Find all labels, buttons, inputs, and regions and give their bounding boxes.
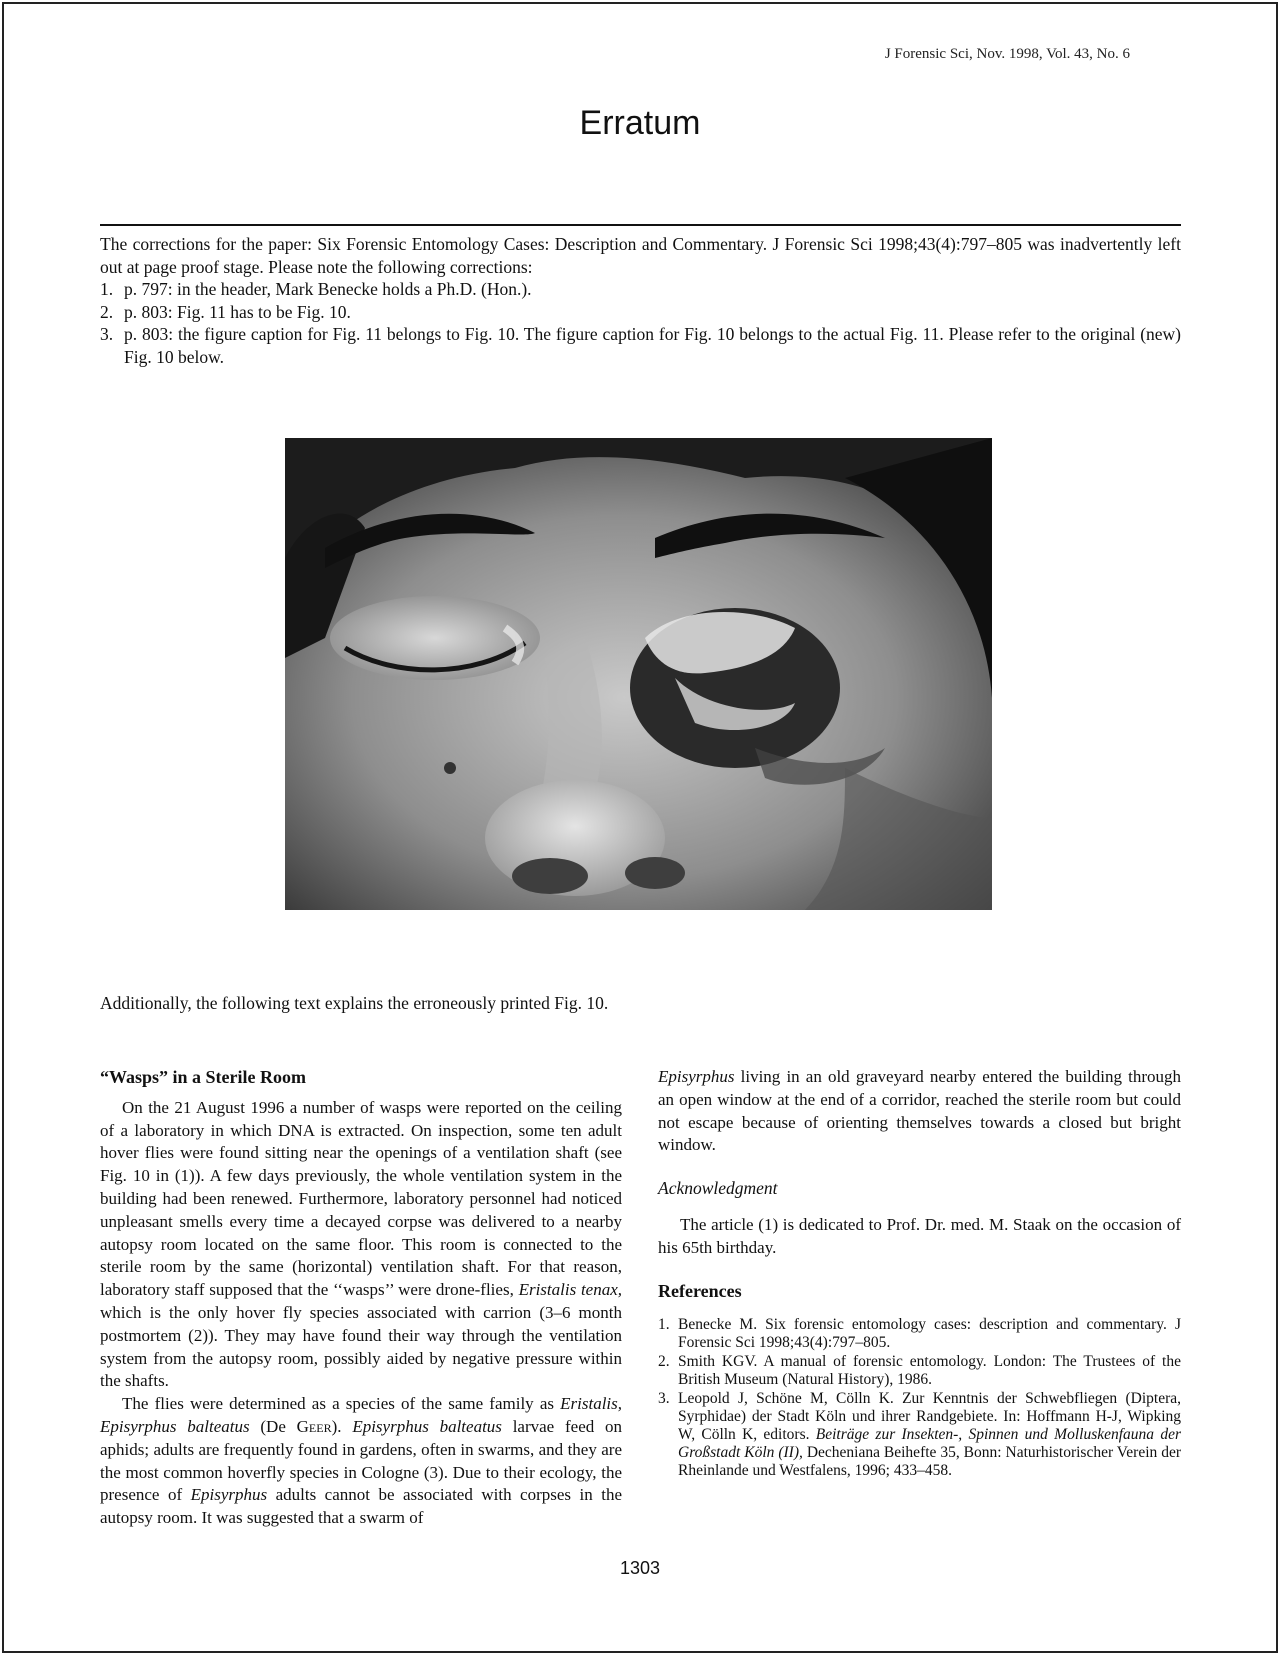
references-title: References xyxy=(658,1280,742,1301)
acknowledgment-title: Acknowledgment xyxy=(658,1178,778,1199)
reference-item xyxy=(658,1316,1181,1352)
author-close: ). xyxy=(331,1416,342,1436)
author-name: Geer xyxy=(296,1416,332,1436)
correction-text: p. 803: the figure caption for Fig. 11 belongs to Fig. 10. The figure caption for Fig. 10 belongs to the actual Fig. 11. Please refer to the original (new) Fig. 10 below. xyxy=(124,324,1181,367)
page-title: Erratum xyxy=(579,104,701,142)
figure-photo xyxy=(285,438,992,910)
genus-name-2: Episyrphus xyxy=(190,1485,268,1505)
paragraph-1 xyxy=(100,1097,622,1393)
additional-note: Additionally, the following text explains the erroneously printed Fig. 10. xyxy=(100,993,609,1013)
genus-name-3: Episyrphus xyxy=(658,1067,735,1086)
reference-text: Benecke M. Six forensic entomology cases: description and commentary. J Forensic Sci 1998;43(4):797–805. xyxy=(678,1316,1181,1352)
acknowledgment-text: The article (1) is dedicated to Prof. Dr. med. M. Staak on the occasion of his 65th birthday. xyxy=(658,1214,1181,1257)
correction-item xyxy=(100,301,1181,324)
correction-number: 2. xyxy=(100,301,114,322)
references-list xyxy=(658,1316,1181,1480)
reference-item xyxy=(658,1390,1181,1480)
reference-number: 3. xyxy=(658,1390,670,1408)
paragraph-2-mid: larvae feed on aphids; adults are frequently found in gardens, often in swarms, and they are the most common hoverfly species in Cologne (3). Due to their ecology, the presence of xyxy=(100,1416,623,1505)
correction-text: p. 797: in the header, Mark Benecke holds a Ph.D. (Hon.). xyxy=(124,279,532,299)
page-number: 1303 xyxy=(619,1558,661,1578)
reference-text-pre: Leopold J, Schöne M, Cölln K. Zur Kenntnis der Schwebfliegen (Diptera, Syrphidae) der Stadt Köln und ihrer Randgebiete. In: Hoffmann H-J, Wipking W, Cölln K, editors. xyxy=(678,1390,1181,1444)
reference-text-post: Decheniana Beihefte 35, Bonn: Naturhistorischer Verein der Rheinlande und Westfalens, 1996; 433–458. xyxy=(678,1444,1181,1480)
author-open: (De xyxy=(260,1416,286,1436)
face-photo-image xyxy=(285,438,992,910)
correction-number: 1. xyxy=(100,279,114,299)
reference-text: Smith KGV. A manual of forensic entomology. London: The Trustees of the British Museum (Natural History), 1986. xyxy=(678,1353,1181,1389)
paragraph-2 xyxy=(100,1393,622,1530)
article-column-left xyxy=(100,1066,622,1530)
paragraph-2-end: living in an old graveyard nearby entered the building through an open window at the end of a corridor, reached the sterile room but could not escape because of orienting themselves towards a closed but bright window. xyxy=(658,1067,1182,1155)
article-column-right xyxy=(658,1066,1181,1481)
intro-text: The corrections for the paper: Six Forensic Entomology Cases: Description and Commentary. J Forensic Sci 1998;43(4):797–805 was inadvertently left out at page proof stage. Please note the following corrections: xyxy=(100,234,1181,277)
section-title: “Wasps” in a Sterile Room xyxy=(100,1067,307,1087)
title-rule xyxy=(100,224,1181,226)
correction-item xyxy=(100,323,1181,368)
paragraph-2-start: The flies were determined as a species of the same family as xyxy=(122,1394,554,1414)
paragraph-1-text: On the 21 August 1996 a number of wasps were reported on the ceiling of a laboratory in which DNA is extracted. On inspection, some ten adult hover flies were found sitting near the openings of a ventilation shaft (see Fig. 10 in (1)). A few days previously, the whole ventilation system in the building had been renewed. Furthermore, laboratory personnel had noticed unpleasant smells every time a decayed corpse was delivered to a nearby autopsy room located on the same floor. This room is connected to the sterile room by the same (horizontal) ventilation shaft. For that reason, laboratory staff supposed that the ‘‘wasps’’ were drone-flies, xyxy=(100,1097,622,1300)
reference-book-title: Beiträge zur Insekten-, Spinnen und Molluskenfauna der Großstadt Köln (II), xyxy=(678,1426,1181,1462)
genus-name: Eristalis, Episyrphus balteatus xyxy=(100,1394,623,1436)
reference-item xyxy=(658,1353,1181,1389)
reference-number: 1. xyxy=(658,1316,670,1334)
paragraph-1-end: which is the only hover fly species associated with carrion (3–6 month postmortem (2)). They may have found their way through the ventilation system from the autopsy room, possibly aided by negative pressure within the shafts. xyxy=(100,1302,622,1391)
intro-section xyxy=(100,233,1181,368)
paragraph-2-continued xyxy=(658,1066,1181,1157)
species-name-2: Episyrphus balteatus xyxy=(352,1416,502,1436)
journal-citation: J Forensic Sci, Nov. 1998, Vol. 43, No. 6 xyxy=(884,46,1130,62)
correction-text: p. 803: Fig. 11 has to be Fig. 10. xyxy=(124,301,351,322)
species-name: Eristalis tenax, xyxy=(518,1280,623,1300)
correction-item xyxy=(100,278,1181,301)
corrections-list xyxy=(100,278,1181,368)
reference-number: 2. xyxy=(658,1353,670,1371)
correction-number: 3. xyxy=(100,324,114,344)
paragraph-2-tail: adults cannot be associated with corpses in the autopsy room. It was suggested that a swarm of xyxy=(100,1485,622,1528)
